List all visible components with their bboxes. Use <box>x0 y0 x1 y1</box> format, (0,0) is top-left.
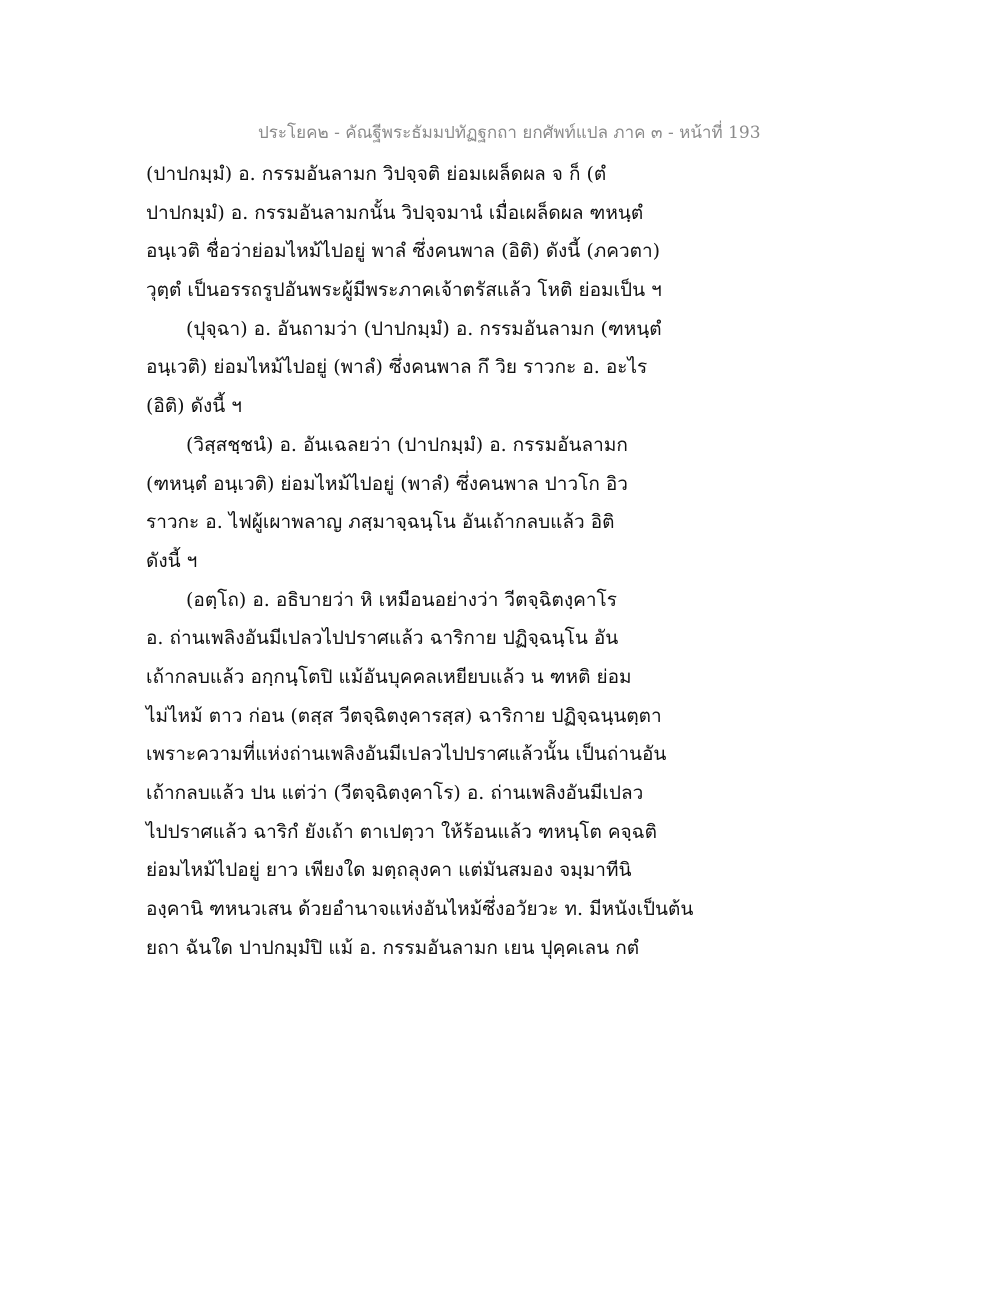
text-line: (ปาปกมฺมํ) อ. กรรมอันลามก วิปจฺจติ ย่อมเผล็ดผล จ ก็ (ตํ <box>146 163 607 185</box>
text-line: ยถา ฉันใด ปาปกมฺมํปิ แม้ อ. กรรมอันลามก เยน ปุคฺคเลน กตํ <box>146 936 640 959</box>
text-line: องฺคานิ ฑหนวเสน ด้วยอำนาจแห่งอันไหม้ซึ่งอวัยวะ ท. มีหนังเป็นต้น <box>146 898 694 921</box>
running-header: ประโยค๒ - คัณฐีพระธัมมปทัฏฐกถา ยกศัพท์แปล ภาค ๓ - หน้าที่ 193 <box>258 123 761 143</box>
text-line: (อิติ) ดังนี้ ฯ <box>146 395 242 418</box>
text-line: ปาปกมฺมํ) อ. กรรมอันลามกนั้น วิปจฺจมานํ เมื่อเผล็ดผล ฑหนฺตํ <box>146 201 644 224</box>
text-line: ย่อมไหม้ไปอยู่ ยาว เพียงใด มตฺถลุงคา แต่มันสมอง จมฺมาทีนิ <box>146 859 632 882</box>
text-line: ดังนี้ ฯ <box>146 549 198 572</box>
text-line: อนฺเวติ ชื่อว่าย่อมไหม้ไปอยู่ พาลํ ซึ่งคนพาล (อิติ) ดังนี้ (ภควตา) <box>146 240 661 263</box>
text-line: (ปุจฺฉา) อ. อันถามว่า (ปาปกมฺมํ) อ. กรรมอันลามก (ฑหนฺตํ <box>186 317 662 340</box>
text-line: ไม่ไหม้ ตาว ก่อน (ตสฺส วีตจฺฉิตงฺคารสฺส) ฉาริกาย ปฏิจฺฉนฺนตฺตา <box>146 704 662 727</box>
text-line: เพราะความที่แห่งถ่านเพลิงอันมีเปลวไปปราศแล้วนั้น เป็นถ่านอัน <box>146 743 667 766</box>
text-line: ราวกะ อ. ไฟผู้เผาพลาญ ภสฺมาจฺฉนฺโน อันเถ้ากลบแล้ว อิติ <box>146 511 615 534</box>
text-line: เถ้ากลบแล้ว อกฺกนฺโตปิ แม้อันบุคคลเหยียบแล้ว น ฑหติ ย่อม <box>146 665 632 688</box>
text-line: วุตฺตํ เป็นอรรถรูปอันพระผู้มีพระภาคเจ้าตรัสแล้ว โหติ ย่อมเป็น ฯ <box>146 279 662 302</box>
text-line: อนฺเวติ) ย่อมไหม้ไปอยู่ (พาลํ) ซึ่งคนพาล กึ วิย ราวกะ อ. อะไร <box>146 356 648 379</box>
body-text <box>146 155 706 967</box>
text-line: อ. ถ่านเพลิงอันมีเปลวไปปราศแล้ว ฉาริกาย ปฏิจฺฉนฺโน อัน <box>146 627 619 650</box>
text-line: (อตฺโถ) อ. อธิบายว่า หิ เหมือนอย่างว่า วีตจฺฉิตงฺคาโร <box>186 588 617 611</box>
text-line: (ฑหนฺตํ อนฺเวติ) ย่อมไหม้ไปอยู่ (พาลํ) ซึ่งคนพาล ปาวโก อิว <box>146 472 628 495</box>
text-line: (วิสฺสชฺชนํ) อ. อันเฉลยว่า (ปาปกมฺมํ) อ. กรรมอันลามก <box>186 433 628 456</box>
text-line: เถ้ากลบแล้ว ปน แต่ว่า (วีตจฺฉิตงฺคาโร) อ. ถ่านเพลิงอันมีเปลว <box>146 782 644 804</box>
text-line: ไปปราศแล้ว ฉาริกํ ยังเถ้า ตาเปตฺวา ให้ร้อนแล้ว ฑหนฺโต คจฺฉติ <box>146 820 657 843</box>
